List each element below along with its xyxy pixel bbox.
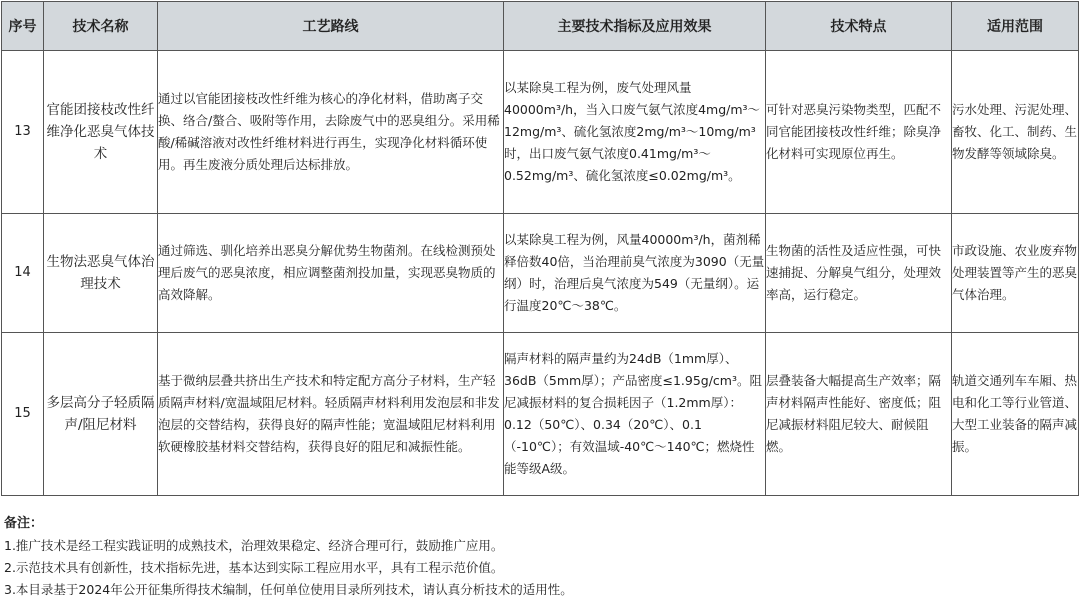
header-tech-name: 技术名称 (44, 2, 158, 51)
table-header-row (2, 2, 1079, 51)
table-row (2, 51, 1079, 214)
scope: 轨道交通列车车厢、热电和化工等行业管道、大型工业装备的隔声减振。 (952, 333, 1079, 496)
features: 层叠装备大幅提高生产效率；隔声材料隔声性能好、密度低；阻尼减振材料阻尼较大、耐候阻燃。 (766, 333, 952, 496)
scope: 市政设施、农业废弃物处理装置等产生的恶臭气体治理。 (952, 214, 1079, 333)
features: 生物菌的活性及适应性强，可快速捕捉、分解臭气组分，处理效率高，运行稳定。 (766, 214, 952, 333)
process-route: 通过筛选、驯化培养出恶臭分解优势生物菌剂。在线检测预处理后废气的恶臭浓度，相应调整菌剂投加量，实现恶臭物质的高效降解。 (158, 214, 504, 333)
notes-section (4, 513, 1074, 601)
metrics: 以某除臭工程为例，废气处理风量40000m³/h，当入口废气氨气浓度4mg/m³～12mg/m³、硫化氢浓度2mg/m³～10mg/m³时，出口废气氨气浓度0.41mg/m³～0.52mg/m³、硫化氢浓度≤0.02mg/m³。 (504, 51, 766, 214)
tech-name: 生物法恶臭气体治理技术 (44, 214, 158, 333)
metrics: 隔声材料的隔声量约为24dB（1mm厚）、36dB（5mm厚）；产品密度≤1.95g/cm³。阻尼减振材料的复合损耗因子（1.2mm厚）：0.12（50℃）、0.34（20℃）、0.1（-10℃）；有效温域-40℃～140℃；燃烧性能等级A级。 (504, 333, 766, 496)
header-metrics: 主要技术指标及应用效果 (504, 2, 766, 51)
process-route: 基于微纳层叠共挤出生产技术和特定配方高分子材料，生产轻质隔声材料/宽温域阻尼材料。轻质隔声材料利用发泡层和非发泡层的交替结构，获得良好的隔声性能；宽温域阻尼材料利用软硬橡胶基材料交替结构，获得良好的阻尼和减振性能。 (158, 333, 504, 496)
table-row (2, 214, 1079, 333)
header-scope: 适用范围 (952, 2, 1079, 51)
technology-table (1, 1, 1079, 496)
header-features: 技术特点 (766, 2, 952, 51)
row-number: 13 (2, 51, 44, 214)
scope: 污水处理、污泥处理、畜牧、化工、制药、生物发酵等领域除臭。 (952, 51, 1079, 214)
note-item-1: 1.推广技术是经工程实践证明的成熟技术，治理效果稳定、经济合理可行，鼓励推广应用。 (4, 538, 504, 553)
row-number: 15 (2, 333, 44, 496)
process-route: 通过以官能团接枝改性纤维为核心的净化材料，借助离子交换、络合/螯合、吸附等作用，去除废气中的恶臭组分。采用稀酸/稀碱溶液对改性纤维材料进行再生，实现净化材料循环使用。再生废液分质处理后达标排放。 (158, 51, 504, 214)
features: 可针对恶臭污染物类型，匹配不同官能团接枝改性纤维；除臭净化材料可实现原位再生。 (766, 51, 952, 214)
table-row (2, 333, 1079, 496)
row-number: 14 (2, 214, 44, 333)
note-item-2: 2.示范技术具有创新性，技术指标先进，基本达到实际工程应用水平，具有工程示范价值。 (4, 560, 504, 575)
tech-name: 官能团接枝改性纤维净化恶臭气体技术 (44, 51, 158, 214)
header-process-route: 工艺路线 (158, 2, 504, 51)
header-no: 序号 (2, 2, 44, 51)
note-item-3: 3.本目录基于2024年公开征集所得技术编制，任何单位使用目录所列技术，请认真分析技术的适用性。 (4, 582, 573, 597)
metrics: 以某除臭工程为例，风量40000m³/h，菌剂稀释倍数40倍，当治理前臭气浓度为3090（无量纲）时，治理后臭气浓度为549（无量纲）。运行温度20℃～38℃。 (504, 214, 766, 333)
tech-name: 多层高分子轻质隔声/阻尼材料 (44, 333, 158, 496)
notes-title: 备注： (4, 516, 44, 531)
